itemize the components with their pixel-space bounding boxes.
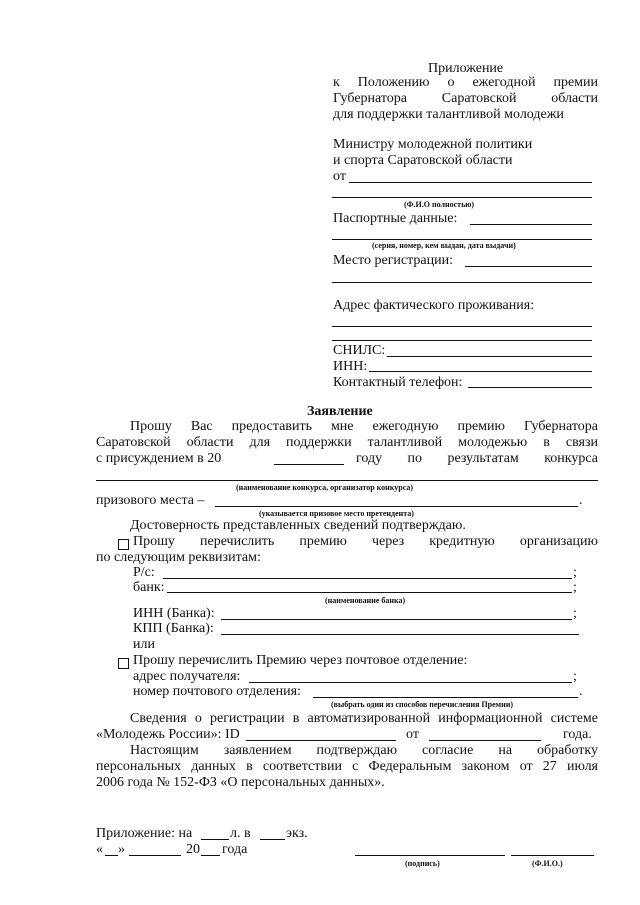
phone-label: Контактный телефон: (333, 375, 463, 390)
date-close-quote: » (118, 842, 125, 857)
prize-field[interactable] (215, 506, 578, 507)
from-label: от (333, 169, 346, 184)
method-hint: (выбрать один из способов перечисления Премии) (331, 700, 513, 709)
contest-hint: (наименование конкурса, организатор конкурса) (236, 483, 414, 492)
bank-semicolon: ; (573, 580, 577, 595)
account-semicolon: ; (573, 565, 577, 580)
bank-hint: (наименование банка) (325, 596, 406, 605)
date-open-quote: « (96, 842, 103, 857)
snils-field[interactable] (387, 356, 592, 357)
id-field[interactable] (246, 740, 396, 741)
addressee-line-1: Министру молодежной политики (333, 137, 533, 152)
bank-inn-field[interactable] (221, 619, 572, 620)
addressee-line-2: и спорта Саратовской области (333, 153, 513, 168)
residence-field-2[interactable] (332, 340, 592, 341)
bank-inn-label: ИНН (Банка): (133, 606, 215, 621)
account-label: Р/с: (133, 565, 155, 580)
appendix-title: Приложение (428, 61, 504, 76)
consent-line-1: Настоящим заявлением подтверждаю согласие на обработку (130, 743, 598, 758)
snils-label: СНИЛС: (333, 343, 386, 358)
attach-sheets-field[interactable] (201, 839, 229, 840)
from-field[interactable] (349, 182, 592, 183)
residence-field[interactable] (332, 326, 592, 327)
bank-kpp-field[interactable] (221, 634, 579, 635)
passport-field-2[interactable] (332, 239, 592, 240)
p1-line-2: Саратовской области для поддержки талантливой молодежью в связи (96, 435, 598, 450)
bank-field[interactable] (167, 592, 572, 593)
date-suffix: года (222, 842, 248, 857)
consent-line-2: персональных данных в соответствии с Федеральным законом от 27 июля (96, 759, 598, 774)
reg-line-1: Сведения о регистрации в автоматизированной информационной системе (130, 711, 598, 726)
registration-field[interactable] (465, 266, 592, 267)
reg-line-2a: «Молодежь России»: ID (96, 727, 240, 742)
regulation-line-3: для поддержки талантливой молодежи (333, 107, 564, 122)
date-month-field[interactable] (129, 855, 181, 856)
or-text: или (133, 637, 155, 652)
account-field[interactable] (163, 578, 572, 579)
attach-copies-field[interactable] (260, 839, 285, 840)
date-day-field[interactable] (105, 855, 118, 856)
recipient-semicolon: ; (573, 669, 577, 684)
prize-label: призового места – (96, 493, 205, 508)
consent-line-3: 2006 года № 152-ФЗ «О персональных данных». (96, 775, 385, 790)
post-period: . (579, 684, 583, 699)
p1-line-3a: с присуждением в 20 (96, 451, 222, 466)
attach-copies-label: экз. (286, 826, 308, 841)
contest-field[interactable] (96, 480, 598, 481)
passport-label: Паспортные данные: (333, 211, 458, 226)
reg-line-2c: года. (563, 727, 592, 742)
signature-hint: (подпись) (405, 859, 440, 868)
date-year-field[interactable] (201, 855, 220, 856)
fio-hint: (Ф.И.О полностью) (404, 200, 475, 209)
signer-fio-field[interactable] (511, 855, 594, 856)
date-year-prefix: 20 (186, 842, 200, 857)
signer-fio-hint: (Ф.И.О.) (532, 859, 563, 868)
attach-label: Приложение: на (96, 826, 193, 841)
signature-field[interactable] (355, 855, 505, 856)
reg-date-field[interactable] (429, 740, 541, 741)
reg-line-2b: от (406, 727, 419, 742)
passport-field[interactable] (470, 224, 592, 225)
confirm-text: Достоверность представленных сведений подтверждаю. (130, 518, 466, 533)
opt2-text: Прошу перечислить Премию через почтовое отделение: (133, 653, 468, 668)
bank-inn-semicolon: ; (573, 606, 577, 621)
registration-field-2[interactable] (332, 282, 592, 283)
regulation-line-1: к Положению о ежегодной премии (333, 75, 598, 90)
prize-period: . (579, 493, 583, 508)
post-option-checkbox[interactable] (118, 655, 132, 673)
attach-sheets-label: л. в (230, 826, 251, 841)
document-title: Заявление (307, 404, 373, 419)
year-field[interactable] (274, 464, 344, 465)
registration-label: Место регистрации: (333, 253, 454, 268)
bank-label: банк: (133, 580, 165, 595)
p1-line-3b: году по результатам конкурса (356, 451, 598, 466)
residence-label: Адрес фактического проживания: (333, 298, 535, 313)
opt1-line-2: по следующим реквизитам: (96, 550, 261, 565)
bank-kpp-label: КПП (Банка): (133, 621, 214, 636)
fio-field[interactable] (332, 197, 592, 198)
post-field[interactable] (313, 697, 578, 698)
prize-hint: (указывается призовое место претендента) (259, 509, 414, 518)
regulation-line-2: Губернатора Саратовской области (333, 91, 598, 106)
phone-field[interactable] (468, 387, 592, 388)
passport-hint: (серия, номер, кем выдан, дата выдачи) (372, 241, 516, 250)
inn-field[interactable] (369, 371, 592, 372)
recipient-field[interactable] (249, 682, 572, 683)
post-label: номер почтового отделения: (133, 684, 301, 699)
recipient-label: адрес получателя: (133, 669, 241, 684)
p1-line-1: Прошу Вас предоставить мне ежегодную премию Губернатора (130, 419, 598, 434)
inn-label: ИНН: (333, 359, 368, 374)
opt1-line-1: Прошу перечислить премию через кредитную организацию (133, 534, 598, 549)
